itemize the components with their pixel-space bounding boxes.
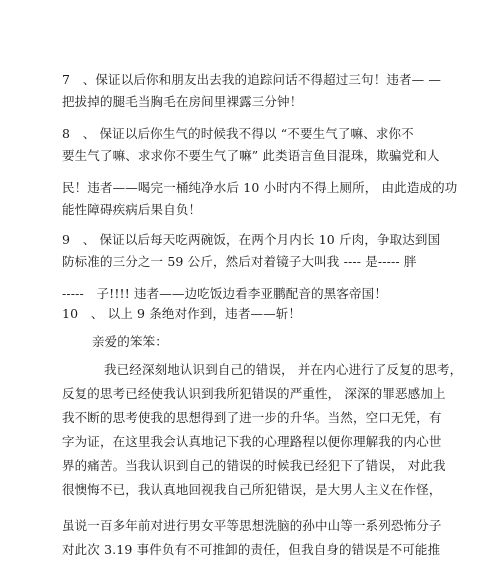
- text-line: 能性障碍疾病后果自负！: [62, 202, 202, 217]
- text-line: 10 、 以上 9 条绝对作到，违者——斩！: [62, 306, 302, 321]
- text-line: ----- 子!!!! 违者——边吃饭边看李亚鹏配音的黑客帝国！: [62, 286, 387, 301]
- text-line: 对此次 3.19 事件负有不可推卸的责任，但我自身的错误是不可能推: [62, 542, 441, 557]
- text-line: 民！违者——喝完一桶纯净水后 10 小时内不得上厕所， 由此造成的功: [62, 180, 458, 195]
- text-line: 很懊悔不已，我认真地回视我自己所犯错误，是大男人主义在作怪，: [62, 482, 442, 497]
- text-line: 8 、 保证以后你生气的时候我不得以 “不要生气了嘛、求你不: [62, 126, 414, 141]
- text-line: 9 、 保证以后每天吃两碗饭，在两个月内长 10 斤肉，争取达到国: [62, 232, 441, 247]
- text-line: 界的痛苦。当我认识到自己的错误的时候我已经犯下了错误， 对此我: [62, 458, 446, 473]
- text-line: 要生气了嘛、求求你不要生气了嘛” 此类语言鱼目混珠，欺骗党和人: [62, 148, 440, 163]
- text-line: 防标准的三分之一 59 公斤，然后对着镜子大叫我 ---- 是----- 胖: [62, 254, 417, 269]
- text-line: 我已经深刻地认识到自己的错误， 并在内心进行了反复的思考，: [104, 362, 463, 377]
- text-line: 我不断的思考使我的思想得到了进一步的升华。当然，空口无凭，有: [62, 410, 442, 425]
- text-line: 反复的思考已经使我认识到我所犯错误的严重性， 深深的罪恶感加上: [62, 386, 446, 401]
- text-line: 7 、保证以后你和朋友出去我的追踪问话不得超过三句！违者— —: [62, 72, 442, 87]
- text-line: 字为证，在这里我会认真地记下我的心理路程以便你理解我的内心世: [62, 434, 442, 449]
- salutation: 亲爱的笨笨：: [92, 334, 168, 349]
- text-line: 把拔掉的腿毛当胸毛在房间里裸露三分钟！: [62, 94, 303, 109]
- text-line: 虽说一百多年前对进行男女平等思想洗脑的孙中山等一系列恐怖分子: [62, 518, 442, 533]
